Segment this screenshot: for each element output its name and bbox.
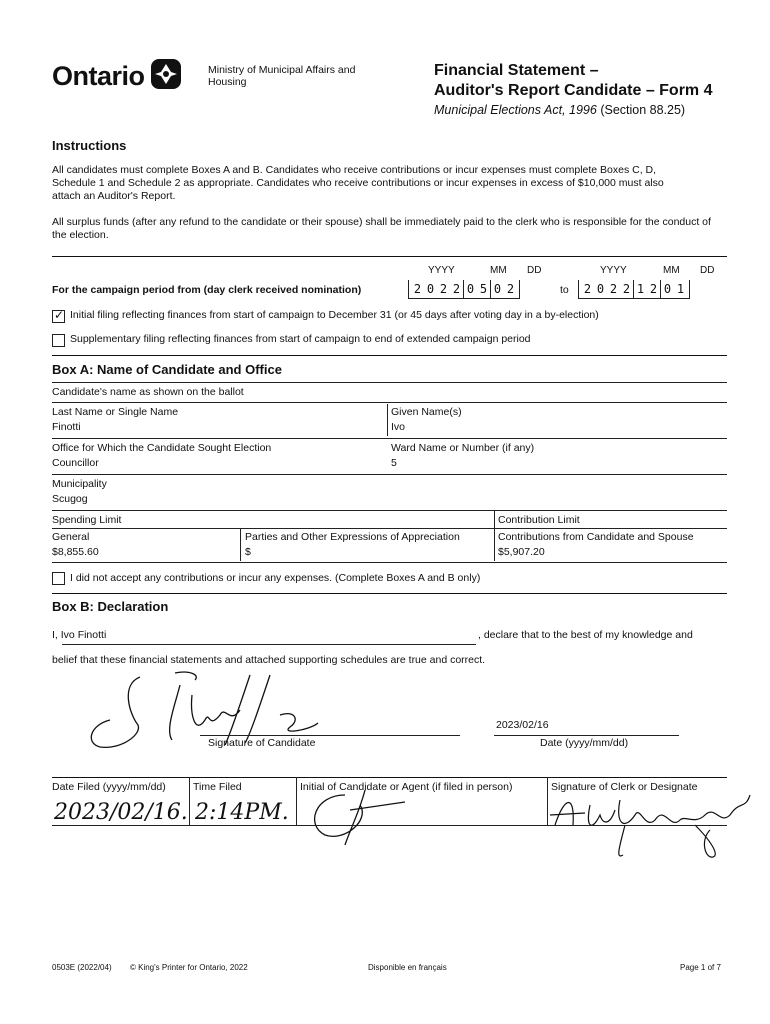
act-section: (Section 88.25) — [600, 103, 686, 117]
divider — [52, 438, 727, 439]
french-availability: Disponible en français — [368, 963, 447, 972]
divider — [52, 777, 727, 778]
date-line — [494, 735, 679, 736]
name-note: Candidate's name as shown on the ballot — [52, 386, 244, 398]
act-reference — [434, 103, 685, 117]
divider — [52, 355, 727, 356]
divider — [52, 562, 727, 563]
divider — [52, 528, 727, 529]
instructions-p2: All surplus funds (after any refund to the candidate or their spouse) shall be immediately paid to the clerk who is responsible for the conduct of the election. — [52, 216, 711, 241]
ontario-logo — [52, 58, 182, 95]
declaration-i: I, — [52, 629, 58, 641]
belief-text: belief that these financial statements and attached supporting schedules are true and correct. — [52, 654, 486, 666]
date-digit: 0 — [490, 280, 504, 298]
form-code: 0503E (2022/04) — [52, 963, 112, 972]
date-digit: 2 — [609, 282, 618, 296]
signature-line — [200, 735, 460, 736]
divider — [52, 825, 727, 826]
date-filed-label: Date Filed (yyyy/mm/dd) — [52, 781, 166, 793]
ministry-name: Ministry of Municipal Affairs and Housing — [208, 64, 356, 88]
ward-value[interactable]: 5 — [391, 457, 397, 469]
contribution-limit-label: Contribution Limit — [498, 514, 580, 526]
box-b-heading: Box B: Declaration — [52, 599, 169, 614]
municipality-value[interactable]: Scugog — [52, 493, 88, 505]
divider — [52, 402, 727, 403]
no-contributions-checkbox[interactable] — [52, 572, 65, 585]
date-digit: 5 — [479, 282, 488, 296]
ward-label: Ward Name or Number (if any) — [391, 442, 535, 454]
date-digit: 2 — [649, 282, 658, 296]
supplementary-filing-label: Supplementary filing reflecting finances from start of campaign to end of extended campaign period — [70, 333, 531, 345]
box-a-heading: Box A: Name of Candidate and Office — [52, 362, 282, 377]
date-digit: 2 — [413, 282, 422, 296]
declaration-text: , declare that to the best of my knowledge and — [478, 629, 693, 641]
date-digit: 1 — [633, 280, 647, 298]
date-filed-value[interactable]: 2023/02/16. — [54, 800, 188, 825]
page-number: Page 1 of 7 — [680, 963, 721, 972]
name-underline — [62, 644, 476, 645]
date-label: Date (yyyy/mm/dd) — [540, 737, 629, 749]
divider — [240, 528, 241, 561]
date-digit: 2 — [583, 282, 592, 296]
initial-signature — [305, 780, 415, 850]
dd-label-to: DD — [700, 265, 715, 276]
divider — [52, 510, 727, 511]
form-title-2: Auditor's Report Candidate – Form 4 — [434, 82, 713, 99]
divider — [52, 382, 727, 383]
declarant-name[interactable]: Ivo Finotti — [60, 629, 107, 641]
period-to-date[interactable] — [578, 280, 690, 299]
initial-filing-label: Initial filing reflecting finances from start of campaign to December 31 (or 45 days after voting day in a by-election) — [70, 309, 599, 321]
period-label: For the campaign period from (day clerk received nomination) — [52, 284, 362, 296]
last-name-value[interactable]: Finotti — [52, 421, 81, 433]
contrib-cand-label: Contributions from Candidate and Spouse — [498, 531, 694, 543]
clerk-signature — [545, 785, 755, 860]
municipality-label: Municipality — [52, 478, 107, 490]
yyyy-label-from: YYYY — [428, 265, 455, 276]
divider — [52, 256, 727, 257]
given-name-value[interactable]: Ivo — [391, 421, 406, 433]
trillium-icon — [150, 58, 182, 95]
clerk-signature-label: Signature of Clerk or Designate — [551, 781, 698, 793]
supplementary-filing-checkbox[interactable] — [52, 334, 65, 347]
date-digit: 0 — [596, 282, 605, 296]
date-digit: 2 — [506, 282, 515, 296]
given-name-label: Given Name(s) — [391, 406, 462, 418]
divider — [387, 404, 388, 436]
divider — [494, 510, 495, 561]
date-digit: 2 — [452, 282, 461, 296]
spending-limit-label: Spending Limit — [52, 514, 122, 526]
date-digit: 2 — [622, 282, 631, 296]
parties-label: Parties and Other Expressions of Appreciation — [245, 531, 460, 543]
date-digit: 0 — [426, 282, 435, 296]
no-contributions-label: I did not accept any contributions or incur any expenses. (Complete Boxes A and B only) — [70, 572, 481, 584]
initial-label: Initial of Candidate or Agent (if filed in person) — [300, 781, 513, 793]
mm-label-from: MM — [490, 265, 507, 276]
period-from-date[interactable] — [408, 280, 520, 299]
date-digit: 0 — [660, 280, 674, 298]
mm-label-to: MM — [663, 265, 680, 276]
declaration-date[interactable]: 2023/02/16 — [496, 719, 549, 731]
check-icon: ✓ — [54, 308, 65, 322]
instructions-p1: All candidates must complete Boxes A and B. Candidates who receive contributions or incur expenses must complete Boxes C, D, Schedule 1 and Schedule 2 as appropriate. Candidates who receive contributions or incur expenses in excess of $10,000 must also attach an Auditor's Report. — [52, 164, 664, 202]
divider — [52, 593, 727, 594]
office-label: Office for Which the Candidate Sought Election — [52, 442, 272, 454]
logo-text: Ontario — [52, 61, 145, 91]
general-value[interactable]: $8,855.60 — [52, 546, 99, 558]
form-title-1: Financial Statement – — [434, 62, 599, 79]
initial-filing-checkbox[interactable] — [52, 310, 65, 323]
instructions-heading: Instructions — [52, 138, 127, 153]
date-digit: 2 — [439, 282, 448, 296]
act-name: Municipal Elections Act, 1996 — [434, 103, 597, 117]
parties-value[interactable]: $ — [245, 546, 251, 558]
general-label: General — [52, 531, 90, 543]
date-digit: 0 — [463, 280, 477, 298]
time-filed-label: Time Filed — [193, 781, 242, 793]
divider — [52, 474, 727, 475]
copyright: © King's Printer for Ontario, 2022 — [130, 963, 248, 972]
office-value[interactable]: Councillor — [52, 457, 99, 469]
last-name-label: Last Name or Single Name — [52, 406, 179, 418]
period-to-label: to — [560, 284, 569, 296]
signature-label: Signature of Candidate — [208, 737, 316, 749]
time-filed-value[interactable]: 2:14PM. — [195, 800, 289, 825]
date-digit: 1 — [676, 282, 685, 296]
yyyy-label-to: YYYY — [600, 265, 627, 276]
dd-label-from: DD — [527, 265, 542, 276]
divider — [189, 777, 190, 825]
contrib-cand-value[interactable]: $5,907.20 — [498, 546, 545, 558]
divider — [296, 777, 297, 825]
